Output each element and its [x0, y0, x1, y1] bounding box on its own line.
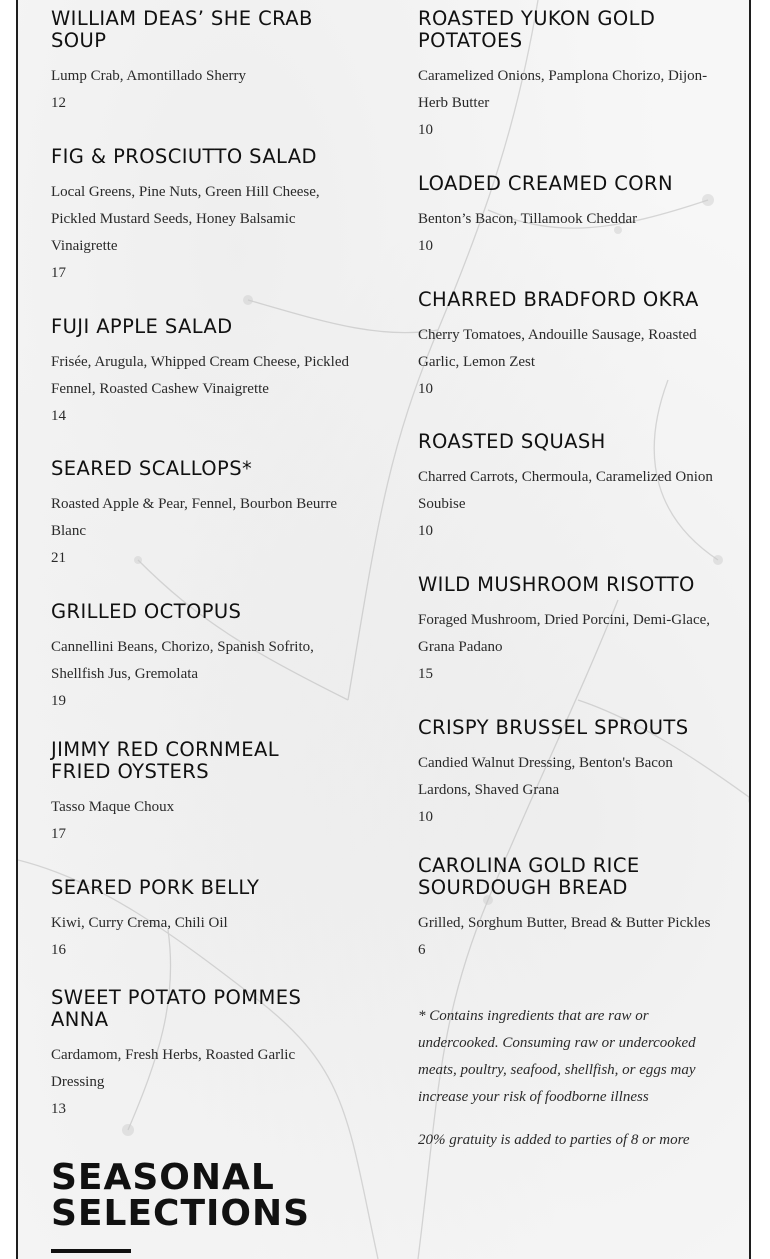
item-price: 10 [418, 122, 433, 138]
item-title: CRISPY BRUSSEL SPROUTS [418, 716, 689, 739]
item-price: 16 [51, 942, 66, 958]
item-title: FUJI APPLE SALAD [51, 315, 233, 338]
menu-item [51, 458, 356, 572]
item-description: Benton’s Bacon, Tillamook Cheddar [418, 211, 638, 227]
item-price: 13 [51, 1101, 66, 1117]
menu-item [418, 289, 728, 403]
menu-item [418, 855, 728, 964]
menu-item [51, 601, 356, 715]
item-description: Grilled, Sorghum Butter, Bread & Butter Pickles [418, 915, 711, 931]
item-price: 14 [51, 408, 66, 424]
gratuity-note: 20% gratuity is added to parties of 8 or more [418, 1132, 690, 1148]
raw-food-warning: * Contains ingredients that are raw or undercooked. Consuming raw or undercooked meats, poultry, seafood, shellfish, or eggs may increase your risk of foodborne illness [418, 1008, 696, 1105]
menu-item [51, 877, 356, 964]
item-title: JIMMY RED CORNMEAL FRIED OYSTERS [51, 738, 279, 783]
item-title: GRILLED OCTOPUS [51, 600, 242, 623]
item-price: 10 [418, 809, 433, 825]
menu-item [51, 739, 321, 848]
item-description: Candied Walnut Dressing, Benton's Bacon Lardons, Shaved Grana [418, 755, 673, 798]
item-price: 6 [418, 942, 426, 958]
seasonal-selections-heading: SEASONAL SELECTIONS [51, 1157, 311, 1234]
item-title: WILLIAM DEAS’ SHE CRAB SOUP [51, 7, 313, 52]
item-price: 10 [418, 381, 433, 397]
item-title: ROASTED SQUASH [418, 430, 606, 453]
menu-item [51, 987, 341, 1123]
menu-item [418, 173, 728, 260]
item-description: Charred Carrots, Chermoula, Caramelized Onion Soubise [418, 469, 713, 512]
item-title: CHARRED BRADFORD OKRA [418, 288, 699, 311]
item-description: Foraged Mushroom, Dried Porcini, Demi-Glace, Grana Padano [418, 612, 711, 655]
item-price: 17 [51, 265, 66, 281]
item-description: Cardamom, Fresh Herbs, Roasted Garlic Dressing [51, 1047, 296, 1090]
item-title: ROASTED YUKON GOLD POTATOES [418, 7, 656, 52]
menu-item [418, 574, 728, 688]
item-title: SEARED PORK BELLY [51, 876, 260, 899]
menu-item [418, 717, 728, 831]
item-description: Roasted Apple & Pear, Fennel, Bourbon Beurre Blanc [51, 496, 338, 539]
menu-item [418, 431, 728, 545]
item-price: 19 [51, 693, 66, 709]
menu-item [51, 316, 356, 430]
item-description: Tasso Maque Choux [51, 799, 175, 815]
heading-underline [51, 1249, 131, 1253]
item-price: 12 [51, 95, 66, 111]
item-description: Cherry Tomatoes, Andouille Sausage, Roasted Garlic, Lemon Zest [418, 327, 697, 370]
item-title: SWEET POTATO POMMES ANNA [51, 986, 302, 1031]
item-description: Caramelized Onions, Pamplona Chorizo, Dijon-Herb Butter [418, 68, 708, 111]
item-description: Local Greens, Pine Nuts, Green Hill Cheese, Pickled Mustard Seeds, Honey Balsamic Vinaigrette [51, 184, 320, 254]
item-price: 10 [418, 238, 433, 254]
item-price: 15 [418, 666, 433, 682]
item-title: FIG & PROSCIUTTO SALAD [51, 145, 317, 168]
item-description: Kiwi, Curry Crema, Chili Oil [51, 915, 228, 931]
item-price: 21 [51, 550, 66, 566]
item-description: Cannellini Beans, Chorizo, Spanish Sofrito, Shellfish Jus, Gremolata [51, 639, 314, 682]
item-title: WILD MUSHROOM RISOTTO [418, 573, 695, 596]
menu-item [51, 8, 356, 117]
menu-page [16, 0, 751, 1259]
item-title: LOADED CREAMED CORN [418, 172, 673, 195]
item-price: 17 [51, 826, 66, 842]
item-title: CAROLINA GOLD RICE SOURDOUGH BREAD [418, 854, 640, 899]
item-price: 10 [418, 523, 433, 539]
item-description: Lump Crab, Amontillado Sherry [51, 68, 246, 84]
item-description: Frisée, Arugula, Whipped Cream Cheese, Pickled Fennel, Roasted Cashew Vinaigrette [51, 354, 349, 397]
menu-item [418, 8, 728, 144]
menu-item [51, 146, 356, 287]
item-title: SEARED SCALLOPS* [51, 457, 253, 480]
